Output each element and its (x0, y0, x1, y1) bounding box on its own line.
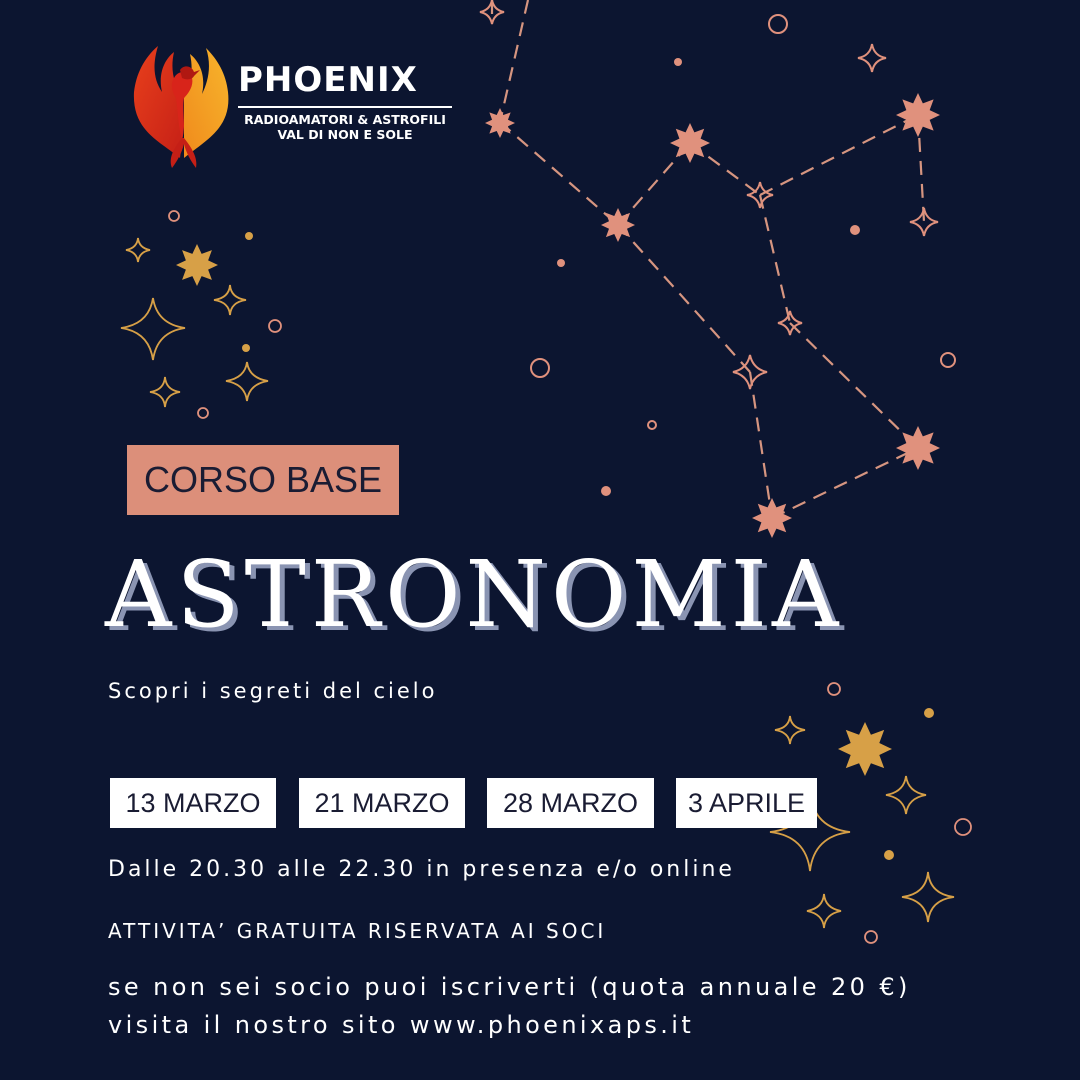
star-icon (601, 208, 635, 242)
subtitle: Scopri i segreti del cielo (108, 679, 438, 703)
page-title: ASTRONOMIA (105, 541, 844, 648)
schedule-text: Dalle 20.30 alle 22.30 in presenza e/o online (108, 857, 735, 882)
logo-subtitle (238, 112, 452, 142)
website-text: visita il nostro sito www.phoenixaps.it (108, 1011, 695, 1039)
logo-divider (238, 106, 452, 108)
logo-subtitle-line2: VAL DI NON E SOLE (277, 127, 413, 142)
logo-subtitle-line1: RADIOAMATORI & ASTROFILI (244, 112, 446, 127)
left-star-cluster (121, 211, 281, 418)
star-icon (896, 426, 940, 470)
star-icon (176, 244, 218, 286)
free-activity-note: ATTIVITA’ GRATUITA RISERVATA AI SOCI (108, 919, 607, 943)
star-icon (896, 93, 940, 137)
star-icon (752, 498, 792, 538)
membership-text: se non sei socio puoi iscriverti (quota annuale 20 €) (108, 973, 911, 1001)
star-icon (485, 108, 515, 138)
constellation-sparkles (480, 0, 955, 429)
course-badge: CORSO BASE (127, 445, 399, 515)
date-box-1: 13 MARZO (110, 778, 276, 828)
phoenix-logo (128, 40, 458, 170)
logo-name: PHOENIX (238, 60, 418, 100)
star-icon (838, 722, 892, 776)
date-box-4: 3 APRILE (676, 778, 817, 828)
date-box-2: 21 MARZO (299, 778, 465, 828)
phoenix-bird-icon (128, 40, 238, 170)
constellation-dots (557, 58, 860, 496)
constellation-lines (492, 0, 924, 518)
date-box-3: 28 MARZO (487, 778, 654, 828)
star-icon (670, 123, 710, 163)
